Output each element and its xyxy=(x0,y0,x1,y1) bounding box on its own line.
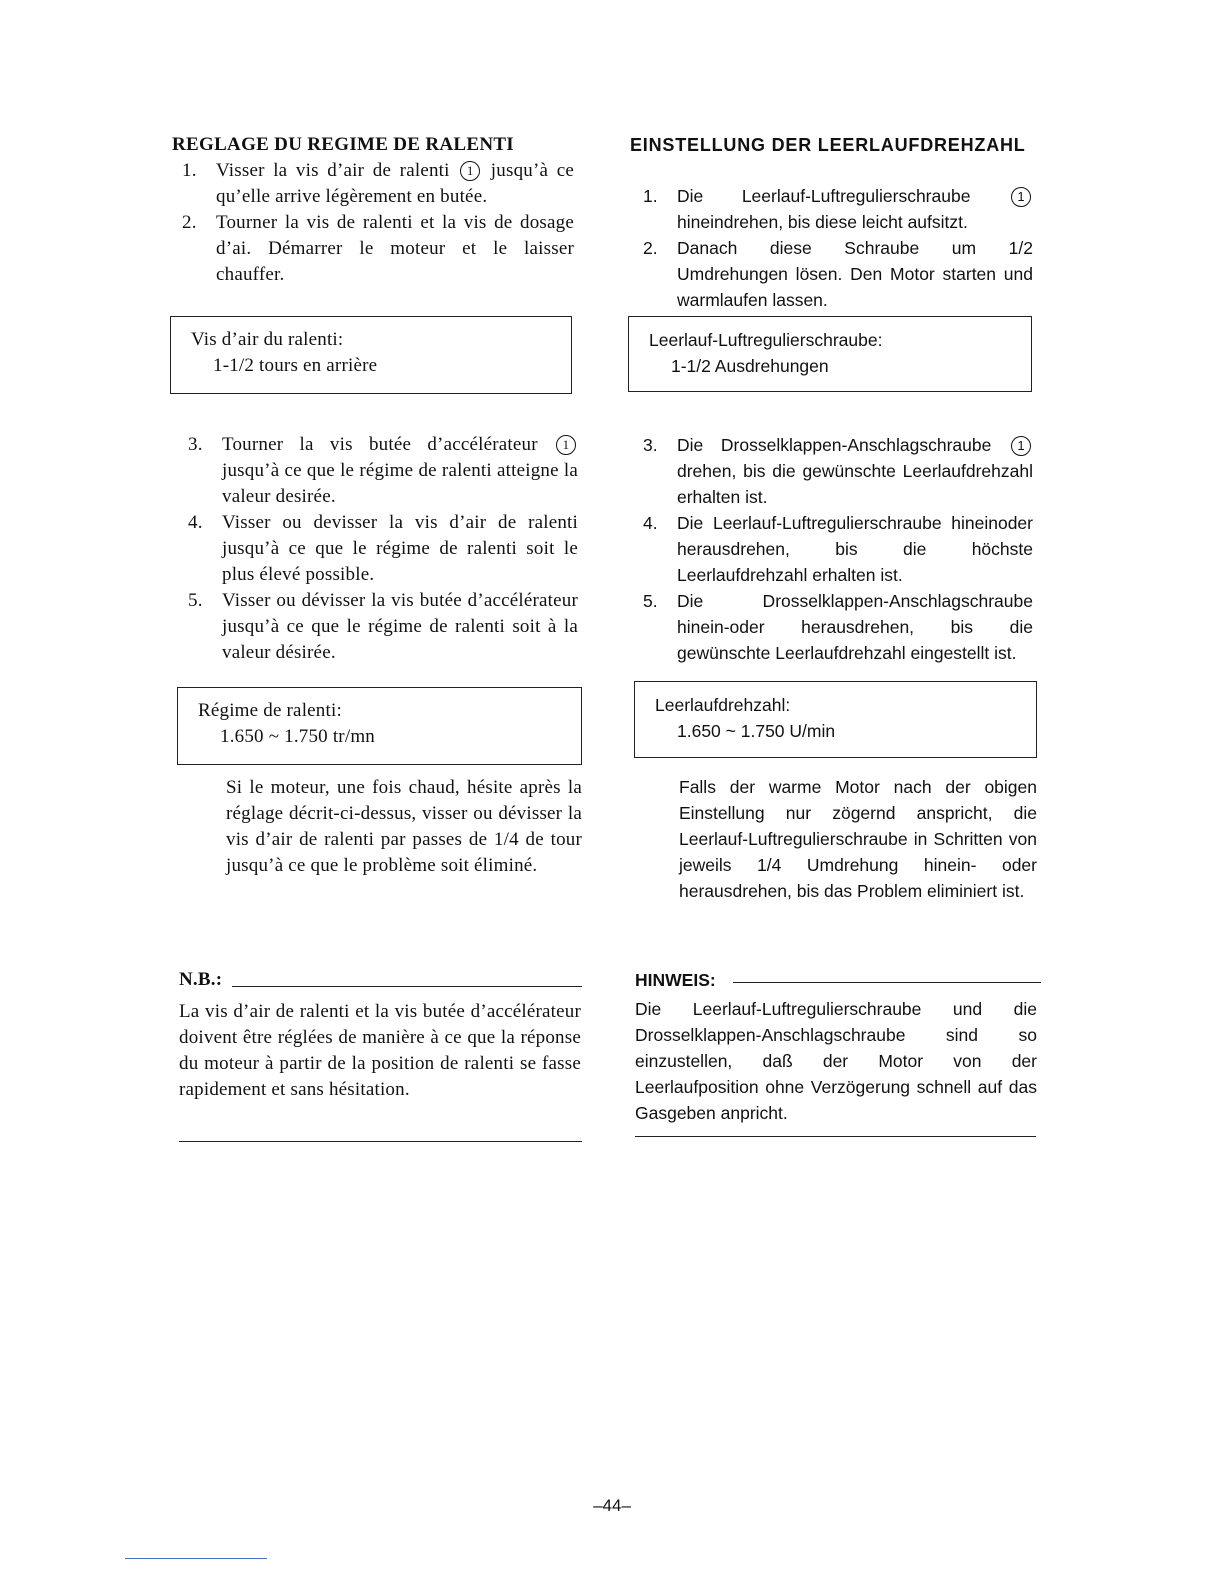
fr-step-1-text-before: Visser la vis d’air de ralenti xyxy=(216,160,459,181)
fr-step-2 xyxy=(182,210,574,288)
fr-spec-label: Régime de ralenti: xyxy=(198,700,342,721)
de-step-5 xyxy=(643,588,1033,666)
de-step-2 xyxy=(643,235,1033,313)
fr-steps-a xyxy=(182,158,574,288)
de-step-4 xyxy=(643,510,1033,588)
fr-nb-bottom-rule xyxy=(179,1141,582,1142)
fr-note-paragraph: Si le moteur, une fois chaud, hésite après la réglage décrit-ci-dessus, visser ou dévisser la vis d’air de ralenti par passes de 1/4 de tour jusqu’à ce que le problème soit éliminé. xyxy=(226,777,582,876)
de-hinweis-heading-rule xyxy=(733,982,1041,983)
fr-section-title: REGLAGE DU REGIME DE RALENTI xyxy=(172,134,515,155)
de-step-5-number: 5. xyxy=(643,591,658,611)
de-step-2-text: Danach diese Schraube um 1/2 Umdrehungen lösen. Den Motor starten und warmlaufen lassen. xyxy=(677,238,1033,310)
fr-step-2-number: 2. xyxy=(182,212,197,233)
fr-step-5-text: Visser ou dévisser la vis butée d’accélérateur jusqu’à ce que le régime de ralenti soit à la valeur désirée. xyxy=(222,590,578,663)
de-step-5-text: Die Drosselklappen-Anschlagschraube hinein-oder herausdrehen, bis die gewünschte Leerlaufdrehzahl eingestellt ist. xyxy=(677,591,1033,663)
de-steps-a xyxy=(643,183,1033,313)
fr-spec-box-idle-speed xyxy=(177,687,582,765)
de-step-1-number: 1. xyxy=(643,186,658,206)
fr-step-3-text-before: Tourner la vis butée d’accélérateur xyxy=(222,434,554,455)
de-section-title: EINSTELLUNG DER LEERLAUFDREHZAHL xyxy=(630,135,1026,155)
page-number: –44– xyxy=(593,1496,631,1515)
de-spec-label: Leerlauf-Luftregulierschraube: xyxy=(649,330,883,350)
fr-spec-value: 1-1/2 tours en arrière xyxy=(213,355,378,376)
fr-nb-heading: N.B.: xyxy=(179,969,223,990)
fr-step-4 xyxy=(188,510,578,588)
de-steps-b xyxy=(643,432,1033,666)
de-spec-label: Leerlaufdrehzahl: xyxy=(655,695,791,715)
de-step-1-text-after: hineindrehen, bis diese leicht aufsitzt. xyxy=(677,212,968,232)
de-step-1 xyxy=(643,183,1033,235)
de-spec-value: 1.650 ~ 1.750 U/min xyxy=(677,721,836,741)
fr-step-2-text: Tourner la vis de ralenti et la vis de dosage d’ai. Démarrer le moteur et le laisser chauffer. xyxy=(216,212,574,285)
callout-marker-1-icon: 1 xyxy=(1011,436,1031,456)
de-step-4-number: 4. xyxy=(643,513,658,533)
fr-step-3-text-after: jusqu’à ce que le régime de ralenti atteigne la valeur desirée. xyxy=(222,460,578,507)
fr-step-1-text-after: jusqu’à ce qu’elle arrive légèrement en butée. xyxy=(216,160,574,207)
fr-spec-box-air-screw xyxy=(170,316,572,394)
callout-marker-1-icon: 1 xyxy=(1011,187,1031,207)
de-hinweis-text: Die Leerlauf-Luftregulierschraube und die Drosselklappen-Anschlagschraube sind so einzustellen, daß der Motor von der Leerlaufposition ohne Verzögerung schnell auf das Gasgeben anpricht. xyxy=(635,999,1037,1123)
callout-marker-1-icon: 1 xyxy=(460,161,480,181)
de-step-3 xyxy=(643,432,1033,510)
fr-nb-text: La vis d’air de ralenti et la vis butée d’accélérateur doivent être réglées de manière à ce que la réponse du moteur à partir de la position de ralenti se fasse rapidement et sans hésitation. xyxy=(179,1001,581,1100)
de-hinweis-heading: HINWEIS: xyxy=(635,970,716,990)
de-step-3-text-before: Die Drosselklappen-Anschlagschraube xyxy=(677,435,1009,455)
fr-step-4-number: 4. xyxy=(188,512,203,533)
fr-spec-label: Vis d’air du ralenti: xyxy=(191,329,344,350)
fr-step-5 xyxy=(188,588,578,666)
de-spec-value: 1-1/2 Ausdrehungen xyxy=(671,356,829,376)
de-step-3-text-after: drehen, bis die gewünschte Leerlaufdrehzahl erhalten ist. xyxy=(677,461,1033,507)
de-step-4-text: Die Leerlauf-Luftregulierschraube hineinoder herausdrehen, bis die höchste Leerlaufdrehzahl erhalten ist. xyxy=(677,513,1033,585)
fr-spec-value: 1.650 ~ 1.750 tr/mn xyxy=(220,726,375,747)
fr-step-1-number: 1. xyxy=(182,160,197,181)
fr-step-3 xyxy=(188,432,578,510)
de-spec-box-idle-speed xyxy=(634,681,1037,758)
de-spec-box-air-screw xyxy=(628,316,1032,392)
fr-step-4-text: Visser ou devisser la vis d’air de ralenti jusqu’à ce que le régime de ralenti soit le plus élevé possible. xyxy=(222,512,578,585)
de-step-2-number: 2. xyxy=(643,238,658,258)
fr-nb-heading-rule xyxy=(232,986,582,987)
fr-step-1 xyxy=(182,158,574,210)
blue-underline-mark xyxy=(125,1558,267,1559)
callout-marker-1-icon: 1 xyxy=(556,435,576,455)
de-step-3-number: 3. xyxy=(643,435,658,455)
de-hinweis-bottom-rule xyxy=(635,1136,1036,1137)
de-step-1-text-before: Die Leerlauf-Luftregulierschraube xyxy=(677,186,1009,206)
fr-step-3-number: 3. xyxy=(188,434,203,455)
fr-steps-b xyxy=(188,432,578,666)
de-note-paragraph: Falls der warme Motor nach der obigen Einstellung nur zögernd anspricht, die Leerlauf-Luftregulierschraube in Schritten von jeweils 1/4 Umdrehung hinein- oder herausdrehen, bis das Problem eliminiert ist. xyxy=(679,777,1037,901)
fr-step-5-number: 5. xyxy=(188,590,203,611)
